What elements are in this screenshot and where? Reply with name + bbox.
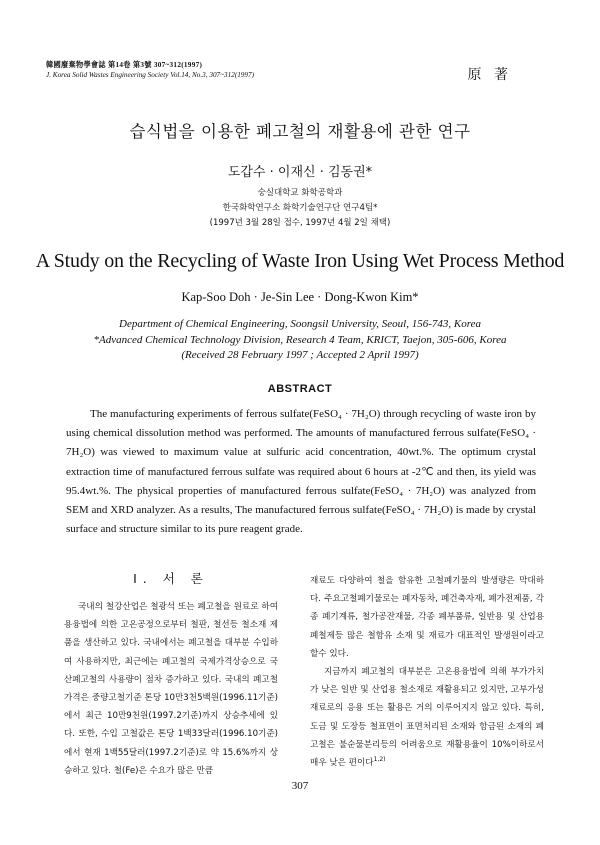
received-accepted-ko: (1997년 3월 28일 접수, 1997년 4월 2일 채택) — [209, 218, 391, 228]
abstract-body — [66, 405, 536, 539]
affiliation-en — [0, 317, 600, 364]
page-number: 307 — [291, 780, 309, 792]
paper-title-ko: 습식법을 이용한 폐고철의 재활용에 관한 연구 — [129, 122, 471, 141]
abstract-text: The manufacturing experiments of ferrous sulfate(FeSO₄ · 7H₂O) through recycling of waste iron by using chemical dissolution method was performed. The amounts of manufactured ferrous sulfate(FeSO₄ · 7H₂O) was viewed to maximum value at sulfuric acid concentration, 40wt.%. The optimum crystal extraction time of manufactured ferrous sulfate was required about 6 hours at -2℃ and then, its yield was 95.4wt.%. The physical properties of manufactured ferrous sulfate(FeSO₄ · 7H₂O) was analyzed from SEM and XRD analyzer. As a results, The manufactured ferrous sulfate(FeSO₄ · 7H₂O) is made by crystal surface and structure similar to its pure reagent grade. — [66, 408, 536, 536]
affiliation-en-line1: Department of Chemical Engineering, Soongsil University, Seoul, 156-743, Korea — [119, 318, 481, 330]
affiliation-ko — [0, 186, 600, 231]
received-accepted-en: (Received 28 February 1997 ; Accepted 2 April 1997) — [181, 349, 419, 361]
left-column — [64, 598, 278, 780]
intro-paragraph-1: 국내의 철강산업은 철광석 또는 폐고철을 원료로 하여 용융법에 의한 고온공정으로부터 철판, 철선등 철소재 제품을 생산하고 있다. 국내에서는 폐고철을 대부분 수입하여 사용하지만, 최근에는 폐고철의 국제가격상승으로 국산폐고철의 사용량이 점차 증가하고 있다. 국내의 폐고철가격은 중량고철기준 톤당 10만3천5백원(1996.11기준)에서 최근 10만9천원(1997.2기준)까지 상승추세에 있다. 또한, 수입 고철값은 톤당 1백33달러(1996.10기준)에서 현재 1백55달러(1997.2기준)로 약 15.6%까지 상승하고 있다. 철(Fe)은 수요가 많은 만큼 — [64, 602, 278, 776]
journal-header — [46, 61, 254, 80]
intro-paragraph-3 — [310, 663, 544, 772]
intro-paragraph-2: 재료도 다양하여 철을 함유한 고철폐기물의 발생량은 막대하다. 주요고철폐기물로는 폐자동차, 폐건축자재, 폐가전제품, 각종 폐기계류, 철가공잔재물, 각종 폐부품류, 일반용 및 산업용 폐철제등 많은 철함유 소재 및 재료가 대표적인 발생원이라고 할수 있다. — [310, 576, 544, 659]
journal-title-en: J. Korea Solid Wastes Engineering Society Vol.14, No.3, 307~312(1997) — [46, 70, 254, 79]
intro-paragraph-3-text: 지금까지 폐고철의 대부분은 고온용융법에 의해 부가가치가 낮은 일반 및 산업용 철소재로 재활용되고 있지만, 고부가성 재료로의 응용 또는 활용은 거의 이루어지지 않고 있다. 특히, 도금 및 도장등 철표면이 표면처리된 소재와 함금된 소재의 폐고철은 불순물분리등의 어려움으로 재활용율이 10%이하로서 매우 낮은 편이다 — [310, 667, 544, 769]
authors-ko: 도갑수 · 이재신 · 김동권* — [227, 165, 373, 180]
affiliation-ko-line2: 한국화학연구소 화학기술연구단 연구4팀* — [222, 203, 378, 213]
authors-en: Kap-Soo Doh · Je-Sin Lee · Dong-Kwon Kim* — [181, 290, 419, 304]
abstract-heading: ABSTRACT — [267, 383, 333, 395]
paper-title-en: A Study on the Recycling of Waste Iron Using Wet Process Method — [35, 250, 565, 272]
article-category: 原 著 — [467, 67, 512, 83]
affiliation-en-line2: *Advanced Chemical Technology Division, Research 4 Team, KRICT, Taejon, 305-606, Korea — [93, 333, 507, 346]
journal-title-ko: 韓國廢棄物學會誌 第14卷 第3號 307~312(1997) — [46, 61, 203, 69]
section-heading-introduction: Ⅰ. 서 론 — [133, 571, 209, 586]
right-column — [310, 572, 544, 772]
citation-ref: 1,2) — [373, 756, 386, 764]
affiliation-ko-line1: 숭실대학교 화학공학과 — [257, 188, 343, 198]
